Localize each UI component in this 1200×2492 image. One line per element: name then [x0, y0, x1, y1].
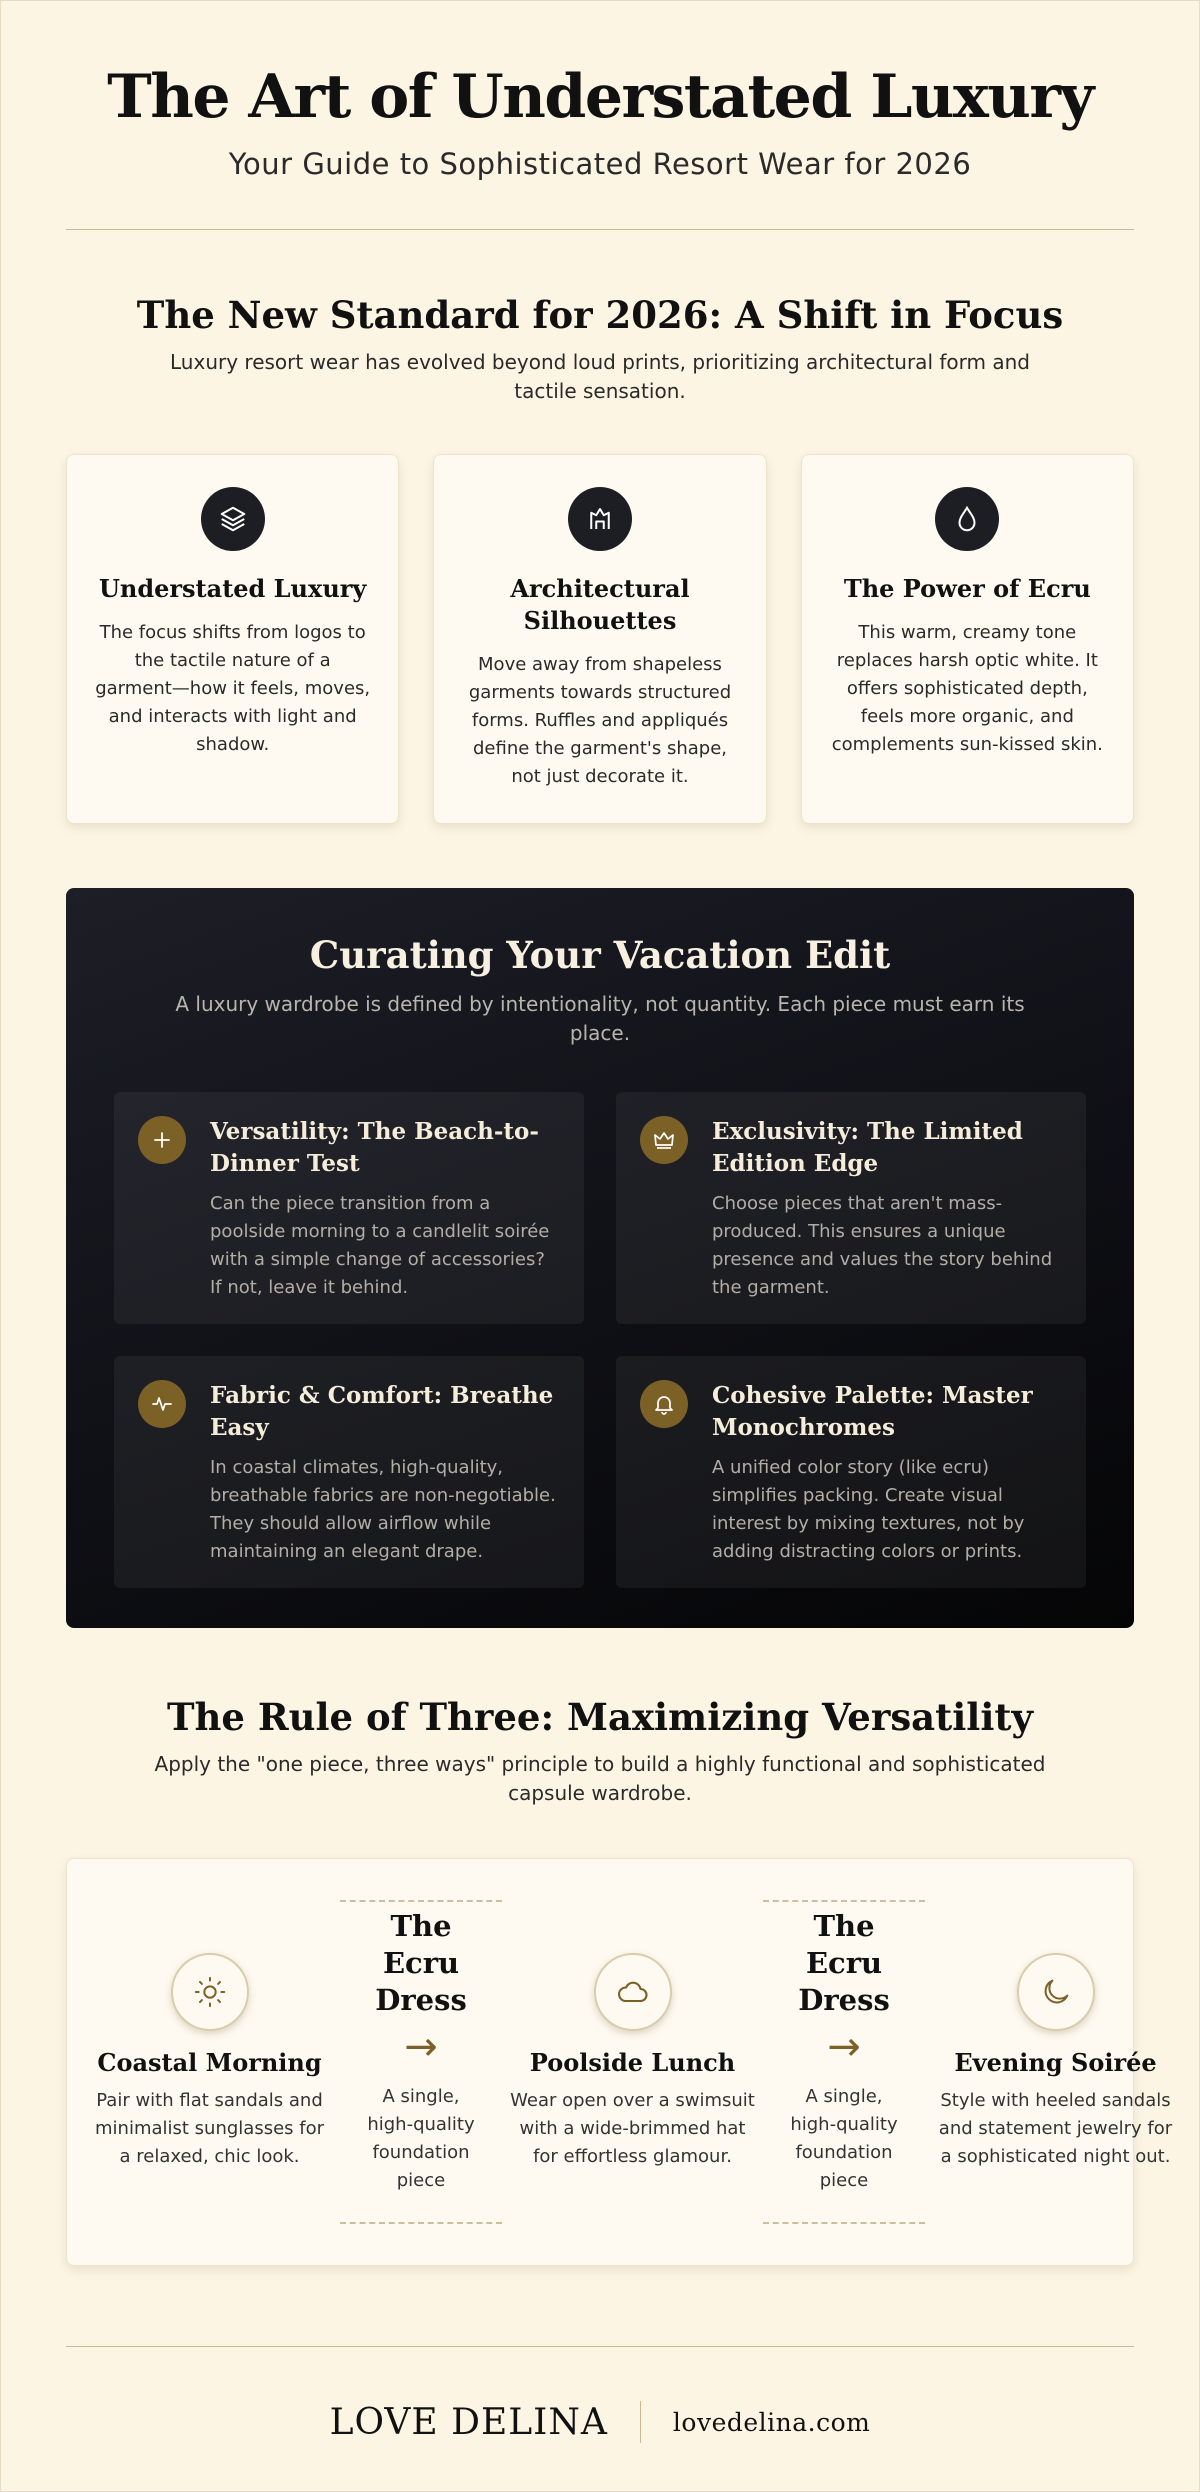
architecture-icon [568, 487, 632, 551]
plus-icon [138, 1116, 186, 1164]
card-architectural-silhouettes [433, 454, 766, 824]
occasion-text: Wear open over a swimsuit with a wide-brimmed hat for effortless glamour. [510, 2090, 755, 2167]
occasion-title: Coastal Morning [97, 2048, 322, 2077]
drop-icon [935, 487, 999, 551]
footer [1, 2347, 1199, 2492]
section-rule-of-three [1, 1628, 1199, 2266]
tile-title: Exclusivity: The Limited Edition Edge [712, 1118, 1023, 1177]
card-understated-luxury [66, 454, 399, 824]
styling-flow [66, 1858, 1173, 2266]
footer-separator [640, 2401, 641, 2443]
tile-text: Can the piece transition from a poolside morning to a candlelit soirée with a simple change of accessories? If not, leave it behind. [210, 1193, 550, 1298]
occasion-title: Poolside Lunch [529, 2048, 736, 2077]
tile-title: Versatility: The Beach-to-Dinner Test [210, 1118, 539, 1177]
base-piece [763, 1900, 925, 2224]
section-intro: A luxury wardrobe is defined by intentionality, not quantity. Each piece must earn its place. [175, 992, 1025, 1045]
tile-cohesive-palette [616, 1356, 1086, 1588]
card-title: Understated Luxury [98, 574, 367, 603]
section-new-standard [1, 230, 1199, 824]
occasion-text: Pair with flat sandals and minimalist sunglasses for a relaxed, chic look. [95, 2090, 324, 2167]
section-title: The New Standard for 2026: A Shift in Focus [136, 293, 1064, 337]
base-piece-title: The Ecru Dress [798, 1909, 890, 2017]
sun-icon [171, 1953, 249, 2031]
page-subtitle: Your Guide to Sophisticated Resort Wear for 2026 [228, 147, 972, 181]
section-vacation-edit [66, 888, 1134, 1628]
base-piece-text: A single, high-quality foundation piece [367, 2086, 475, 2191]
brand-logo: LOVE DELINA [329, 2401, 608, 2443]
tile-title: Fabric & Comfort: Breathe Easy [210, 1382, 554, 1441]
card-text: The focus shifts from logos to the tactile nature of a garment—how it feels, moves, and interacts with light and shadow. [95, 622, 371, 755]
crown-icon [640, 1116, 688, 1164]
occasion-coastal-morning [87, 1953, 332, 2171]
card-text: Move away from shapeless garments towards structured forms. Ruffles and appliqués define the garment's shape, not just decorate it. [468, 654, 732, 787]
card-text: This warm, creamy tone replaces harsh optic white. It offers sophisticated depth, feels more organic, and complements sun-kissed skin. [831, 622, 1103, 755]
feature-cards [66, 454, 1134, 824]
tile-fabric-comfort [114, 1356, 584, 1588]
arrow-right-icon: → [827, 2024, 861, 2070]
section-intro: Luxury resort wear has evolved beyond loud prints, prioritizing architectural form and tactile sensation. [170, 350, 1030, 403]
tile-title: Cohesive Palette: Master Monochromes [712, 1382, 1033, 1441]
page-title: The Art of Understated Luxury [107, 62, 1093, 132]
tile-text: In coastal climates, high-quality, breathable fabrics are non-negotiable. They should allow airflow while maintaining an elegant drape. [210, 1457, 556, 1562]
occasion-evening-soiree [933, 1953, 1178, 2171]
hero-header [1, 1, 1199, 181]
cloud-icon [594, 1953, 672, 2031]
base-piece [340, 1900, 502, 2224]
base-piece-title: The Ecru Dress [375, 1909, 467, 2017]
section-title: Curating Your Vacation Edit [309, 933, 891, 977]
card-power-of-ecru [801, 454, 1134, 824]
section-title: The Rule of Three: Maximizing Versatility [167, 1695, 1033, 1739]
bell-icon [640, 1380, 688, 1428]
website-link[interactable]: lovedelina.com [672, 2407, 871, 2437]
occasion-text: Style with heeled sandals and statement jewelry for a sophisticated night out. [938, 2090, 1173, 2167]
section-intro: Apply the "one piece, three ways" principle to build a highly functional and sophisticated capsule wardrobe. [154, 1752, 1046, 1805]
occasion-poolside-lunch [510, 1953, 755, 2171]
pulse-icon [138, 1380, 186, 1428]
arrow-right-icon: → [404, 2024, 438, 2070]
base-piece-text: A single, high-quality foundation piece [790, 2086, 898, 2191]
criteria-grid [114, 1092, 1086, 1588]
card-title: Architectural Silhouettes [510, 574, 690, 635]
tile-text: Choose pieces that aren't mass-produced. This ensures a unique presence and values the story behind the garment. [712, 1193, 1053, 1298]
occasion-title: Evening Soirée [954, 2048, 1157, 2077]
layers-icon [201, 487, 265, 551]
tile-text: A unified color story (like ecru) simplifies packing. Create visual interest by mixing textures, not by adding distracting colors or prints. [712, 1457, 1025, 1562]
moon-icon [1017, 1953, 1095, 2031]
card-title: The Power of Ecru [843, 574, 1091, 603]
tile-exclusivity [616, 1092, 1086, 1324]
tile-versatility [114, 1092, 584, 1324]
